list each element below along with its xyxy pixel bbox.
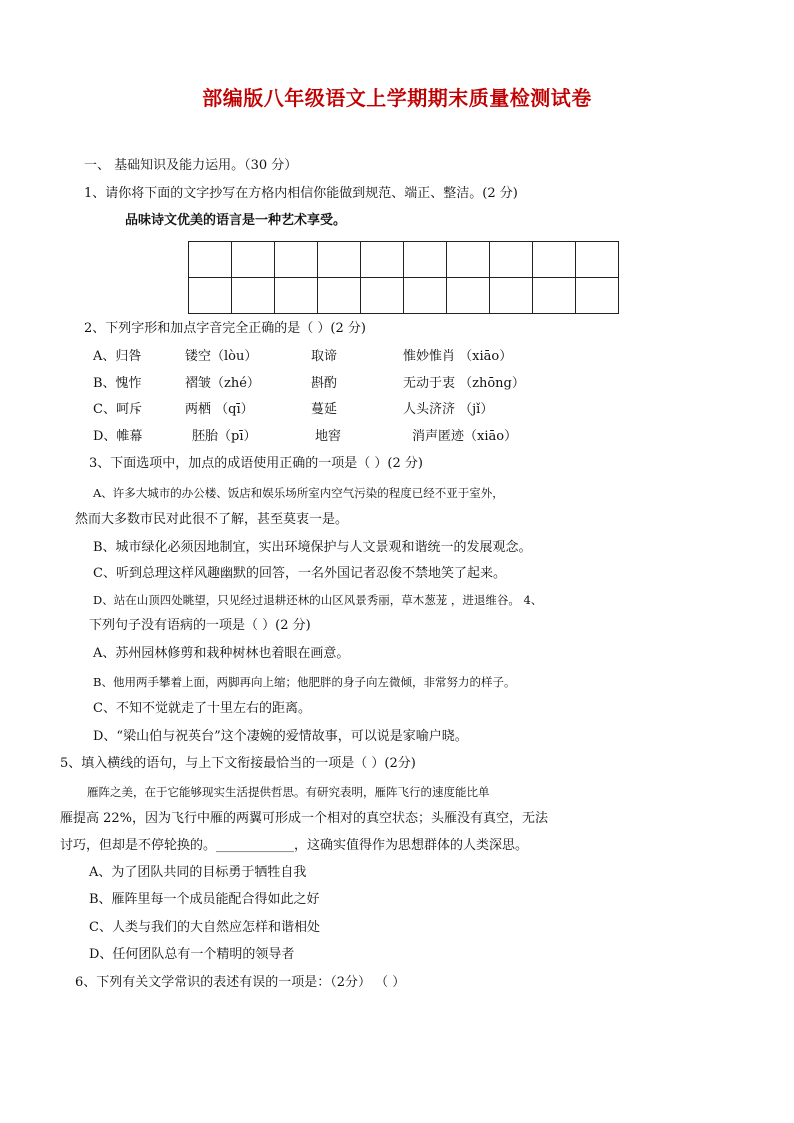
- option-word: 胚胎（pī）: [192, 429, 257, 444]
- grid-cell[interactable]: [232, 278, 275, 314]
- question-5-passage: 雁阵之美，在于它能够现实生活提供哲思。有研究表明，雁阵飞行的速度能比单: [87, 785, 490, 799]
- grid-cell[interactable]: [490, 242, 533, 278]
- question-5-option-c: C、人类与我们的大自然应怎样和谐相处: [89, 920, 320, 935]
- question-5-stem: 5、填入横线的语句，与上下文衔接最恰当的一项是（ ）(2分): [60, 756, 416, 771]
- grid-cell[interactable]: [533, 242, 576, 278]
- grid-cell[interactable]: [189, 242, 232, 278]
- question-3-stem: 3、下面选项中，加点的成语使用正确的一项是（ ）(2 分): [89, 456, 423, 471]
- question-3-option-b: B、城市绿化必须因地制宜，实出环境保护与人文景观和谐统一的发展观念。: [93, 540, 532, 555]
- grid-cell[interactable]: [404, 278, 447, 314]
- question-5-passage: 讨巧，但却是不停轮换的。____________，这确实值得作为思想群体的人类深思。: [60, 838, 529, 853]
- option-label: A、归咎: [93, 349, 142, 364]
- grid-cell[interactable]: [232, 242, 275, 278]
- option-label: B、愧怍: [93, 376, 142, 391]
- question-1-stem: 1、请你将下面的文字抄写在方格内相信你能做到规范、端正、整洁。(2 分): [84, 186, 518, 201]
- question-5-option-b: B、雁阵里每一个成员能配合得如此之好: [89, 892, 320, 907]
- option-word: 镂空（lòu）: [185, 349, 258, 364]
- option-word: 人头济济 （jǐ）: [403, 402, 494, 417]
- question-3-option-c: C、听到总理这样风趣幽默的回答，一名外国记者忍俊不禁地笑了起来。: [93, 566, 506, 581]
- option-word: 消声匿迹（xiāo）: [412, 429, 518, 444]
- option-word: 两栖 （qī）: [185, 402, 254, 417]
- grid-cell[interactable]: [576, 278, 619, 314]
- question-5-option-a: A、为了团队共同的目标勇于牺牲自我: [89, 865, 307, 880]
- grid-cell[interactable]: [275, 242, 318, 278]
- grid-cell[interactable]: [447, 242, 490, 278]
- question-3-option-a-cont: 然而大多数市民对此很不了解，甚至莫衷一是。: [75, 512, 349, 527]
- grid-cell[interactable]: [275, 278, 318, 314]
- option-label: D、帷幕: [93, 429, 143, 444]
- option-word: 蔓延: [311, 402, 338, 417]
- grid-row: [189, 278, 619, 314]
- question-4-option-a: A、苏州园林修剪和栽种树林也着眼在画意。: [93, 646, 350, 661]
- grid-cell[interactable]: [318, 242, 361, 278]
- grid-cell[interactable]: [361, 278, 404, 314]
- option-word: 惟妙惟肖 （xiāo）: [403, 349, 513, 364]
- question-6-stem: 6、下列有关文学常识的表述有误的一项是：（2分） （ ）: [75, 975, 406, 990]
- option-word: 斟酌: [311, 376, 338, 391]
- grid-cell[interactable]: [533, 278, 576, 314]
- question-3-option-a: A、许多大城市的办公楼、饭店和娱乐场所室内空气污染的程度已经不亚于室外，: [93, 486, 504, 500]
- question-4-option-c: C、不知不觉就走了十里左右的距离。: [93, 701, 311, 716]
- grid-cell[interactable]: [361, 242, 404, 278]
- grid-cell[interactable]: [447, 278, 490, 314]
- grid-cell[interactable]: [404, 242, 447, 278]
- option-label: C、呵斥: [93, 402, 142, 417]
- question-4-option-d: D、“梁山伯与祝英台”这个凄婉的爱情故事，可以说是家喻户晓。: [93, 729, 468, 744]
- grid-cell[interactable]: [490, 278, 533, 314]
- option-word: 取谛: [311, 349, 338, 364]
- grid-cell[interactable]: [318, 278, 361, 314]
- option-word: 褶皱（zhé）: [185, 376, 260, 391]
- grid-row: [189, 242, 619, 278]
- option-word: 地窖: [315, 429, 342, 444]
- grid-cell[interactable]: [189, 278, 232, 314]
- question-5-passage: 雁提高 22%，因为飞行中雁的两翼可形成一个相对的真空状态；头雁没有真空，无法: [60, 811, 549, 826]
- question-4-option-b: B、他用两手攀着上面，两脚再向上缩；他肥胖的身子向左微倾，非常努力的样子。: [93, 675, 516, 689]
- question-5-option-d: D、任何团队总有一个精明的领导者: [89, 947, 295, 962]
- option-word: 无动于衷 （zhōng）: [403, 376, 525, 391]
- question-4-stem: 下列句子没有语病的一项是（ ）(2 分): [89, 618, 311, 633]
- section-heading: 一、 基础知识及能力运用。（30 分）: [84, 158, 298, 173]
- question-1-phrase: 品味诗文优美的语言是一种艺术享受。: [125, 213, 347, 228]
- page-title: 部编版八年级语文上学期期末质量检测试卷: [202, 86, 592, 110]
- grid-cell[interactable]: [576, 242, 619, 278]
- question-2-stem: 2、下列字形和加点字音完全正确的是（ ）(2 分): [84, 321, 366, 336]
- question-3-option-d: D、站在山顶四处眺望，只见经过退耕还林的山区风景秀丽，草木葱茏 ，进退维谷。 4、: [93, 593, 543, 607]
- writing-grid: [188, 241, 619, 314]
